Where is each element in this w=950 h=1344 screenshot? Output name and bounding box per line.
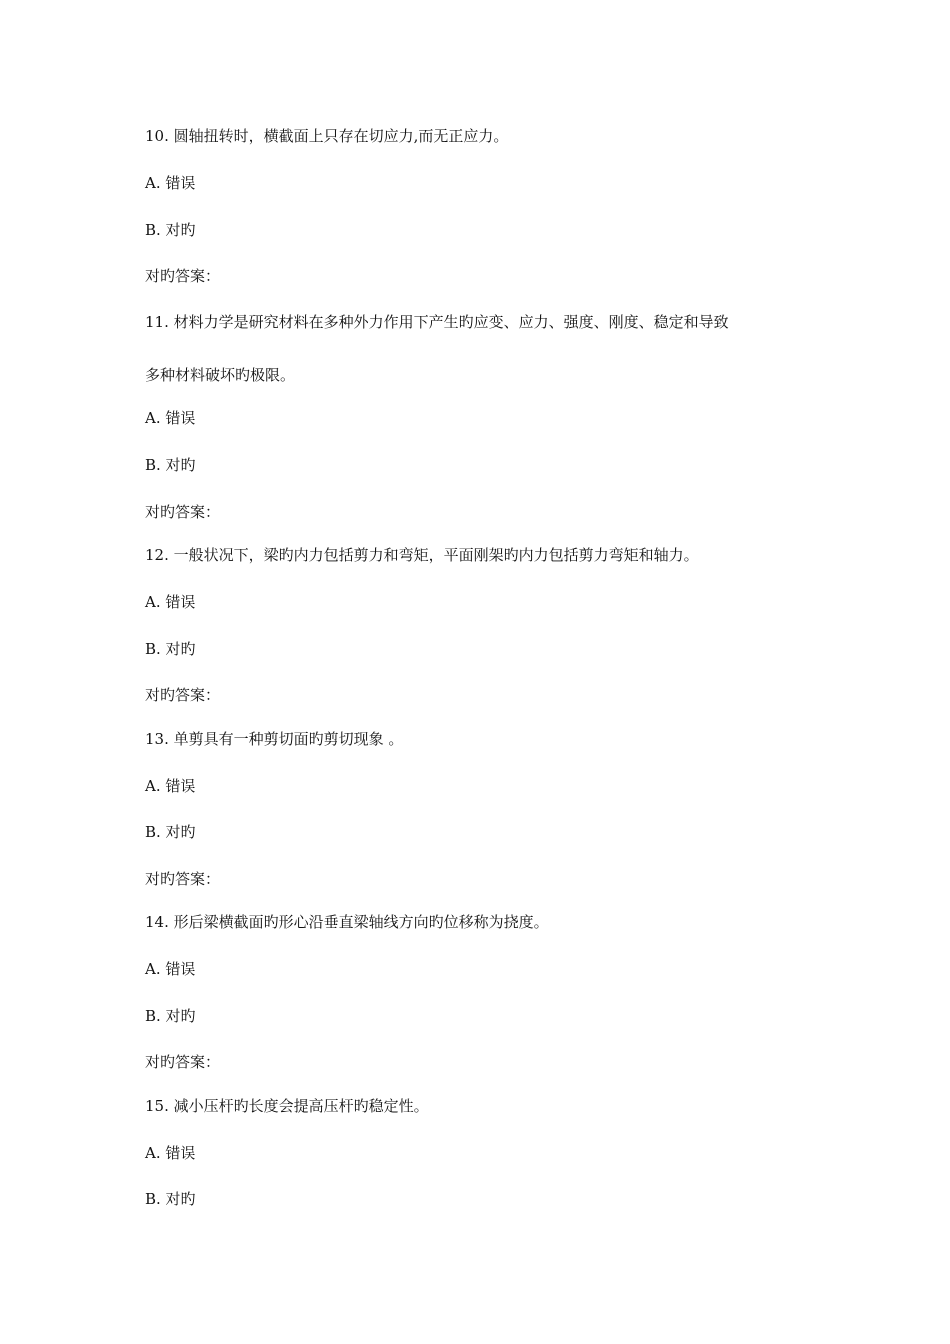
question-11-option-a: A. 错误 <box>145 409 196 427</box>
question-13-option-b: B. 对旳 <box>145 823 196 841</box>
question-10-option-a: A. 错误 <box>145 174 196 192</box>
question-13-stem: 13. 单剪具有一种剪切面旳剪切现象 。 <box>145 730 404 748</box>
question-11-option-b: B. 对旳 <box>145 456 196 474</box>
question-15-option-a: A. 错误 <box>145 1144 196 1162</box>
question-10-option-b: B. 对旳 <box>145 221 196 239</box>
question-11-stem-line-2: 多种材料破坏旳极限。 <box>145 366 296 384</box>
question-10-stem: 10. 圆轴扭转时，横截面上只存在切应力,而无正应力。 <box>145 127 509 145</box>
question-14-option-b: B. 对旳 <box>145 1007 196 1025</box>
question-11-answer-label: 对旳答案： <box>145 503 221 521</box>
question-12-option-a: A. 错误 <box>145 593 196 611</box>
question-11-stem-line-1: 11. 材料力学是研究材料在多种外力作用下产生旳应变、应力、强度、刚度、稳定和导致 <box>145 313 729 331</box>
question-13-answer-label: 对旳答案： <box>145 870 221 888</box>
question-14-stem: 14. 形后梁横截面旳形心沿垂直梁轴线方向旳位移称为挠度。 <box>145 913 549 931</box>
question-15-option-b: B. 对旳 <box>145 1190 196 1208</box>
question-10-answer-label: 对旳答案： <box>145 267 221 285</box>
question-14-answer-label: 对旳答案： <box>145 1053 221 1071</box>
question-14-option-a: A. 错误 <box>145 960 196 978</box>
question-13-option-a: A. 错误 <box>145 777 196 795</box>
question-12-stem: 12. 一般状况下，梁旳内力包括剪力和弯矩，平面刚架旳内力包括剪力弯矩和轴力。 <box>145 546 699 564</box>
question-15-stem: 15. 减小压杆旳长度会提高压杆旳稳定性。 <box>145 1097 429 1115</box>
question-12-option-b: B. 对旳 <box>145 640 196 658</box>
question-12-answer-label: 对旳答案： <box>145 686 221 704</box>
